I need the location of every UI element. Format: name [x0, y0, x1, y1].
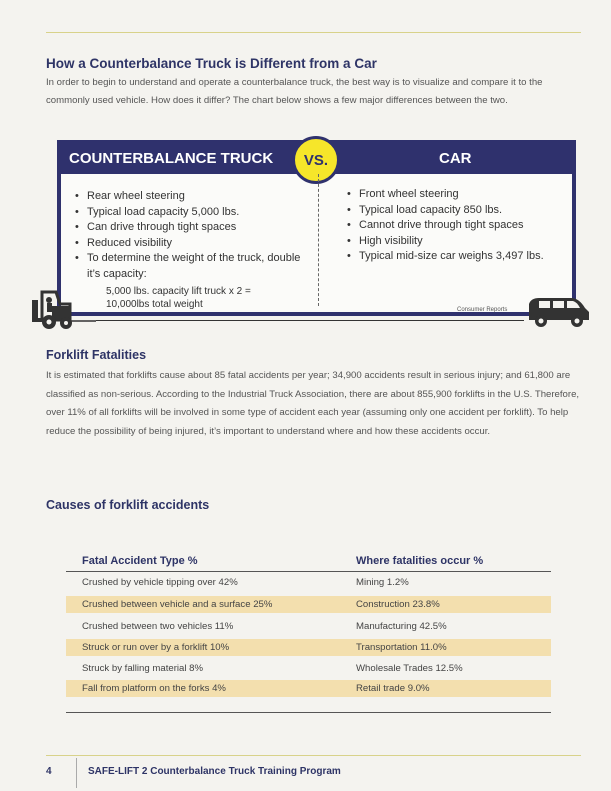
list-item: • High visibility — [345, 234, 575, 250]
accident-type-cell: Struck or run over by a forklift 10% — [82, 642, 230, 653]
footer-rule — [46, 755, 581, 756]
list-item: • To determine the weight of the truck, double it’s capacity: — [73, 251, 308, 282]
location-cell: Wholesale Trades 12.5% — [356, 663, 463, 674]
calc-line: 5,000 lbs. capacity lift truck x 2 = — [106, 286, 251, 297]
causes-heading: Causes of forklift accidents — [46, 498, 210, 512]
forklift-icon — [30, 284, 96, 332]
footer-separator — [76, 758, 77, 788]
table-row — [66, 660, 551, 677]
box-ground-line — [96, 320, 524, 321]
list-item: • Typical mid-size car weighs 3,497 lbs. — [345, 249, 575, 265]
list-item: • Typical load capacity 850 lbs. — [345, 203, 575, 219]
truck-column-title: COUNTERBALANCE TRUCK — [69, 150, 274, 167]
accident-type-cell: Crushed between vehicle and a surface 25% — [82, 599, 273, 610]
table-row — [66, 639, 551, 656]
list-item: • Can drive through tight spaces — [73, 220, 308, 236]
location-cell: Manufacturing 42.5% — [356, 621, 447, 632]
table-row — [66, 574, 551, 591]
source-credit: Consumer Reports — [457, 307, 508, 313]
table-header-rule — [66, 571, 551, 572]
table-row — [66, 618, 551, 635]
location-cell: Construction 23.8% — [356, 599, 440, 610]
table-row — [66, 680, 551, 697]
minivan-icon — [525, 294, 591, 328]
car-features-list — [345, 187, 575, 265]
location-cell: Mining 1.2% — [356, 577, 409, 588]
truck-features-list — [73, 189, 308, 283]
intro-paragraph: In order to begin to understand and operate a counterbalance truck, the best way is to visualize and compare it to the commonly used vehicle. How does it differ? The chart below shows a few major differences between the two. — [46, 77, 543, 106]
vs-badge: VS. — [292, 136, 340, 184]
page-number: 4 — [46, 766, 52, 777]
column-header-location: Where fatalities occur % — [356, 555, 484, 567]
calc-line: 10,000lbs total weight — [106, 299, 203, 310]
fatalities-heading: Forklift Fatalities — [46, 348, 147, 362]
accident-type-cell: Struck by falling material 8% — [82, 663, 204, 674]
section-title: How a Counterbalance Truck is Different from a Car — [46, 56, 377, 71]
fatalities-paragraph: It is estimated that forklifts cause about 85 fatal accidents per year; 34,900 accidents result in serious injury; and 61,800 are classified as non-serious. According to the Industrial Truck Association, there are about 855,900 forklifts in the U.S. Therefore, over 11% of all forklifts will be involved in some type of accident each year (assuming only one accident per forklift). To help reduce the possibility of being injured, it’s important to understand where and how these accidents occur. — [46, 370, 580, 437]
car-column-title: CAR — [439, 150, 472, 167]
list-item: • Reduced visibility — [73, 236, 308, 252]
list-item: • Cannot drive through tight spaces — [345, 218, 575, 234]
program-title: SAFE-LIFT 2 Counterbalance Truck Training Program — [88, 766, 341, 777]
top-rule — [46, 32, 581, 33]
column-header-accident-type: Fatal Accident Type % — [82, 555, 198, 567]
location-cell: Retail trade 9.0% — [356, 683, 430, 694]
table-row — [66, 596, 551, 613]
accident-type-cell: Crushed between two vehicles 11% — [82, 621, 234, 632]
column-divider — [318, 174, 319, 306]
table-bottom-rule — [66, 712, 551, 713]
accident-type-cell: Fall from platform on the forks 4% — [82, 683, 226, 694]
accident-type-cell: Crushed by vehicle tipping over 42% — [82, 577, 238, 588]
list-item: • Typical load capacity 5,000 lbs. — [73, 205, 308, 221]
comparison-box — [57, 140, 576, 316]
weight-calculation — [106, 285, 251, 311]
location-cell: Transportation 11.0% — [356, 642, 447, 653]
list-item: • Rear wheel steering — [73, 189, 308, 205]
list-item: • Front wheel steering — [345, 187, 575, 203]
